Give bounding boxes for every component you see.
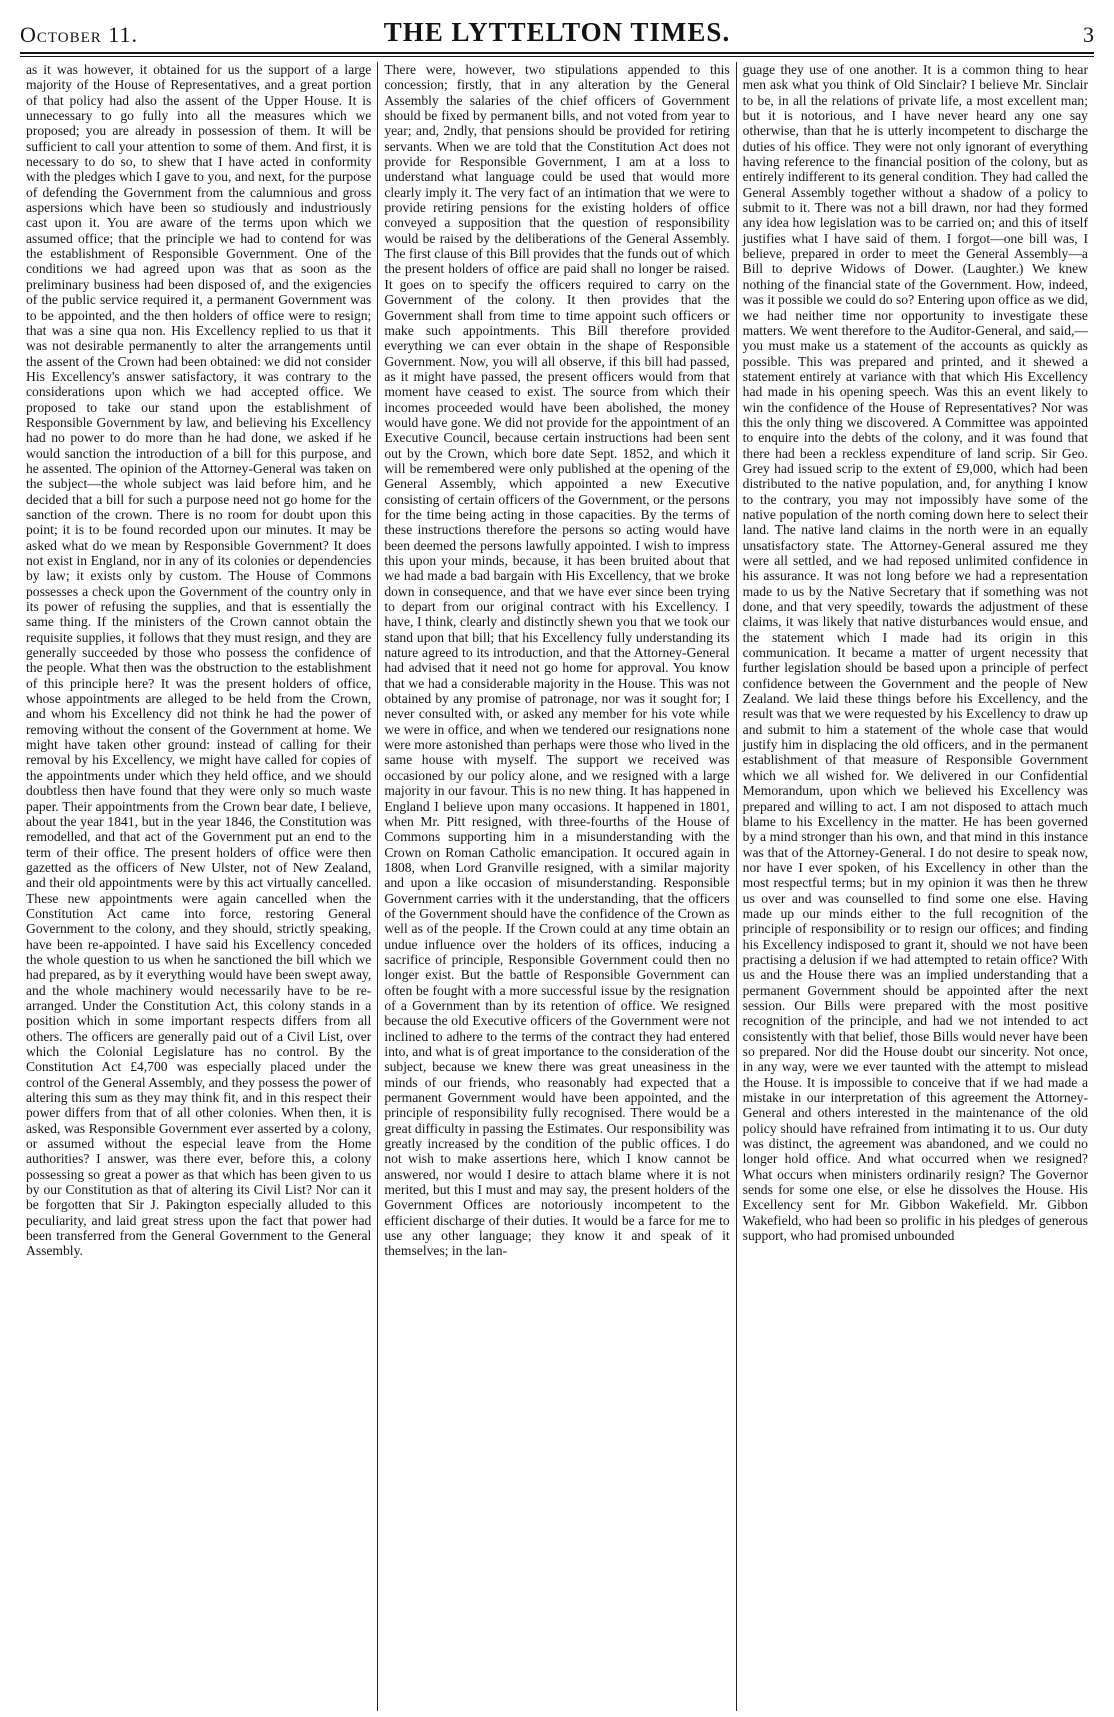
article-column-2 — [377, 62, 735, 1711]
page-number: 3 — [1083, 22, 1094, 47]
issue-date: October 11. — [20, 22, 138, 47]
newspaper-title: THE LYTTELTON TIMES. — [383, 17, 731, 47]
masthead-rule-thin — [20, 56, 1094, 57]
article-column-1 — [20, 62, 377, 1711]
column-1-text: as it was however, it obtained for us the support of a large majority of the House of Representatives, and a great portion of that policy had also the assent of the Upper House. It is unnecessary to go fully into all the measures which we proposed; you are already in possession of them. It will be sufficient to call your attention to some of them. And first, it is necessary to do so, to shew that I have acted in conformity with the pledges which I gave to you, and next, for the purpose of defending the Government from the calumnious and gross aspersions which have been so studiously and industriously cast upon it. You are aware of the terms upon which we assumed office; that the principle we had to contend for was the establishment of Responsible Government. One of the conditions we had agreed upon was that as soon as the preliminary business had been disposed of, and the exigencies of the public service required it, a permanent Government was to be appointed, and the then holders of office were to resign; that was a sine qua non. His Excellency replied to us that it was not desirable permanently to alter the arrangements until the assent of the Crown had been obtained: we did not consider His Excellency's answer satisfactory, it was contrary to the considerations upon which we had accepted office. We proposed to take our stand upon the establishment of Responsible Government by law, and believing his Excellency had no power to do more than he had done, we asked if he would sanction the introduction of a bill for this purpose, and he assented. The opinion of the Attorney-General was taken on the subject—the whole subject was laid before him, and he decided that a bill for such a purpose need not go home for the sanction of the crown. There is no room for doubt upon this point; it is to be found recorded upon our minutes. It may be asked what do we mean by Responsible Government? It does not exist in England, nor in any of its colonies or dependencies by law; it exists only by custom. The House of Commons possesses a check upon the Government of the country only in its power of refusing the supplies, and that is essentially the same thing. If the ministers of the Crown cannot obtain the requisite supplies, it follows that they must resign, and they are generally succeeded by those who possess the confidence of the people. What then was the obstruction to the establishment of this principle here? It was the present holders of office, whose appointments are alleged to be held from the Crown, and whom his Excellency did not think he had the power of removing without the consent of the Government at home. We might have taken other ground: instead of calling for their removal by his Excellency, we might have called for copies of the appointments under which they held office, and we should doubtless then have found that they were only so much waste paper. Their appointments from the Crown bear date, I believe, about the year 1841, but in the year 1846, the Constitution was remodelled, and that act of the Government put an end to the term of their office. The present holders of office were then gazetted as the officers of New Ulster, not of New Zealand, and their old appointments were by this act virtually cancelled. These new appointments were again cancelled when the Constitution Act came into force, restoring General Government to the colony, and they should, strictly speaking, have been re-appointed. I have said his Excellency conceded the whole question to us when he sanctioned the bill which we had prepared, as by it everything would have been swept away, and the whole machinery would necessarily have to be re-arranged. Under the Constitution Act, this colony stands in a position which in some important respects differs from all others. The officers are generally paid out of a Civil List, over which the Colonial Legislature has no control. By the Constitution Act £4,700 was especially placed under the control of the General Assembly, and they possess the power of altering this sum as they may think fit, and in this respect their power differs from that of all other colonies. When then, it is asked, was Responsible Government ever asserted by a colony, or assumed without the especial leave from the Home authorities? I answer, was there ever, before this, a colony possessing so great a power as that which has been given to us by our Constitution as that of altering its Civil List? Nor can it be forgotten that Sir J. Pakington especially alluded to this peculiarity, and laid great stress upon the fact that power had been transferred from the General Government to the General Assembly. — [26, 62, 372, 1259]
article-columns — [20, 62, 1094, 1711]
masthead-rule-thick — [20, 52, 1094, 54]
masthead — [20, 0, 1094, 48]
column-3-text: guage they use of one another. It is a common thing to hear men ask what you think of Old Sinclair? I believe Mr. Sinclair to be, in all the relations of private life, a most excellent man; but it is notorious, and I have never heard any one say otherwise, than that he is utterly incompetent to discharge the duties of his office. They were not only ignorant of everything having reference to the financial position of the colony, but as entirely indifferent to its general condition. They had called the General Assembly together without a shadow of a policy to submit to it. There was not a bill drawn, nor had they formed any idea how legislation was to be carried on; and this of itself justifies what I have said of them. I forgot—one bill was, I believe, prepared in order to meet the General Assembly—a Bill to deprive Widows of Dower. (Laughter.) We knew nothing of the financial state of the Government. How, indeed, was it possible we could do so? Entering upon office as we did, we had neither time nor opportunity to investigate these matters. We went therefore to the Auditor-General, and said,—you must make us a statement of the accounts as quickly as possible. This was prepared and printed, and it shewed a statement entirely at variance with that which His Excellency had made in his opening speech. Was this an event likely to win the confidence of the House of Representatives? Nor was this the only thing we discovered. A Committee was appointed to enquire into the debts of the colony, and it was found that there had been a reckless expenditure of land scrip. Sir Geo. Grey had issued scrip to the extent of £9,000, which had been distributed to the native population, and, for anything I know to the contrary, you may not impossibly have some of the native population of the north coming down here to select their land. The native land claims in the north were in an equally unsatisfactory state. The Attorney-General assured me they were all settled, and we had reposed unlimited confidence in his assurance. It was not long before we had a representation made to us by the Native Secretary that if something was not done, and that very speedily, towards the adjustment of these claims, it was likely that native disturbances would ensue, and the statement which I made had its origin in this communication. It became a matter of urgent necessity that further legislation should be based upon a principle of perfect confidence between the Government and the people of New Zealand. We laid these things before his Excellency, and the result was that we were requested by his Excellency to draw up and submit to him a statement of the whole case that would justify him in displacing the old officers, and in the permanent establishment of that measure of Responsible Government which we all wished for. We delivered in our Confidential Memorandum, upon which we believed his Excellency was prepared and willing to act. I am not disposed to attach much blame to his Excellency in the matter. He has been governed by a mind stronger than his own, and that mind in this instance was that of the Attorney-General. I do not desire to speak now, nor have I ever spoken, of his Excellency in other than the most respectful terms; but in my opinion it was then he threw us over and was counselled to find some one else. Having made up our minds either to the full recognition of the principle of responsibility or to resign our offices; and finding his Excellency indisposed to grant it, should we not have been practising a delusion if we had attempted to retain office? With us and the House there was an implied understanding that a permanent Government should be appointed after the next session. Our Bills were prepared with the most positive recognition of the principle, and had we not intended to act consistently with that belief, those Bills would never have been so prepared. Nor did the House doubt our sincerity. Not once, in any way, were we ever taunted with the attempt to mislead the House. It is impossible to conceive that if we had made a mistake in our interpretation of this agreement the Attorney-General and others interested in the maintenance of the old policy should have refrained from intimating it to us. Our duty was distinct, the agreement was abandoned, and we could no longer hold office. And what occurred when we resigned? What occurs when ministers ordinarily resign? The Governor sends for some one else, or else he dissolves the House. His Excellency sent for Mr. Gibbon Wakefield. Mr. Gibbon Wakefield, who had been so prolific in his pledges of generous support, who had promised unbounded — [742, 62, 1088, 1244]
column-2-text: There were, however, two stipulations appended to this concession; firstly, that in any alteration by the General Assembly the salaries of the chief officers of Government should be fixed by permanent bills, and not voted from year to year; and, 2ndly, that pensions should be provided for retiring servants. When we are told that the Constitution Act does not provide for Responsible Government, I am at a loss to understand what language could be used that would more clearly imply it. The very fact of an intimation that we were to provide retiring pensions for the existing holders of office conveyed a supposition that the question of responsibility would be raised by the deliberations of the General Assembly. The first clause of this Bill provides that the funds out of which the present holders of office are paid shall no longer be raised. It goes on to specify the officers required to carry on the Government of the colony. It then provides that the Government shall from time to time appoint such officers or make such appointments. This Bill therefore provided everything we can ever obtain in the shape of Responsible Government. Now, you will all observe, if this bill had passed, as it might have passed, the present officers would from that moment have ceased to exist. The source from which their incomes proceeded would have been abolished, the money would have gone. We did not provide for the appointment of an Executive Council, because certain instructions had been sent out by the Crown, which bore date Sept. 1852, and which it will be remembered were only published at the opening of the General Assembly, which appointed a new Executive consisting of certain officers of the Government, or the persons for the time being acting in those capacities. By the terms of these instructions therefore the persons so acting would have been deemed the persons lawfully appointed. I wish to impress this upon your minds, because, it has been bruited about that we had made a bad bargain with His Excellency, that we broke down in consequence, and that we have ever since been trying to depart from our original contract with his Excellency. I have, I think, clearly and distinctly shewn you that we took our stand upon that bill; that his Excellency fully understanding its nature agreed to its introduction, and that the Attorney-General had advised that it need not go home for approval. You know that we had a considerable majority in the House. This was not obtained by any promise of patronage, nor was it sought for; I never consulted with, or asked any member for his vote while we were in office, and when we tendered our resignations none were more astonished than perhaps were those who lived in the same house with myself. The support we received was occasioned by our policy alone, and we resigned with a large majority in our favour. This is no new thing. It has happened in England I believe upon many occasions. It happened in 1801, when Mr. Pitt resigned, with three-fourths of the House of Commons supporting him in a misunderstanding with the Crown on Roman Catholic emancipation. It occured again in 1808, when Lord Granville resigned, with a similar majority and upon a like occasion of misunderstanding. Responsible Government carries with it the understanding, that the officers of the Government should have the confidence of the Crown as well as of the people. If the Crown could at any time obtain an undue influence over the holders of its offices, inducing a sacrifice of principle, Responsible Government could then no longer exist. But the battle of Responsible Government can often be fought with a more successful issue by the resignation of a Government than by its retention of office. We resigned because the old Executive officers of the Government were not inclined to adhere to the terms of the contract they had entered into, and what is of great importance to the consideration of the subject, because we knew there was great uneasiness in the minds of our friends, who reasonably had expected that a permanent Government would have been appointed, and the principle of responsibility fully recognised. There would be a great difficulty in passing the Estimates. Our responsibility was greatly increased by the condition of the public offices. I do not wish to make assertions here, which I know cannot be answered, nor would I desire to attach blame where it is not merited, but this I must and may say, the present holders of the Government Offices are notoriously incompetent to the efficient discharge of their duties. It would be a farce for me to use any other language; they know it and speak of it themselves; in the lan- — [384, 62, 730, 1259]
article-column-3 — [736, 62, 1094, 1711]
